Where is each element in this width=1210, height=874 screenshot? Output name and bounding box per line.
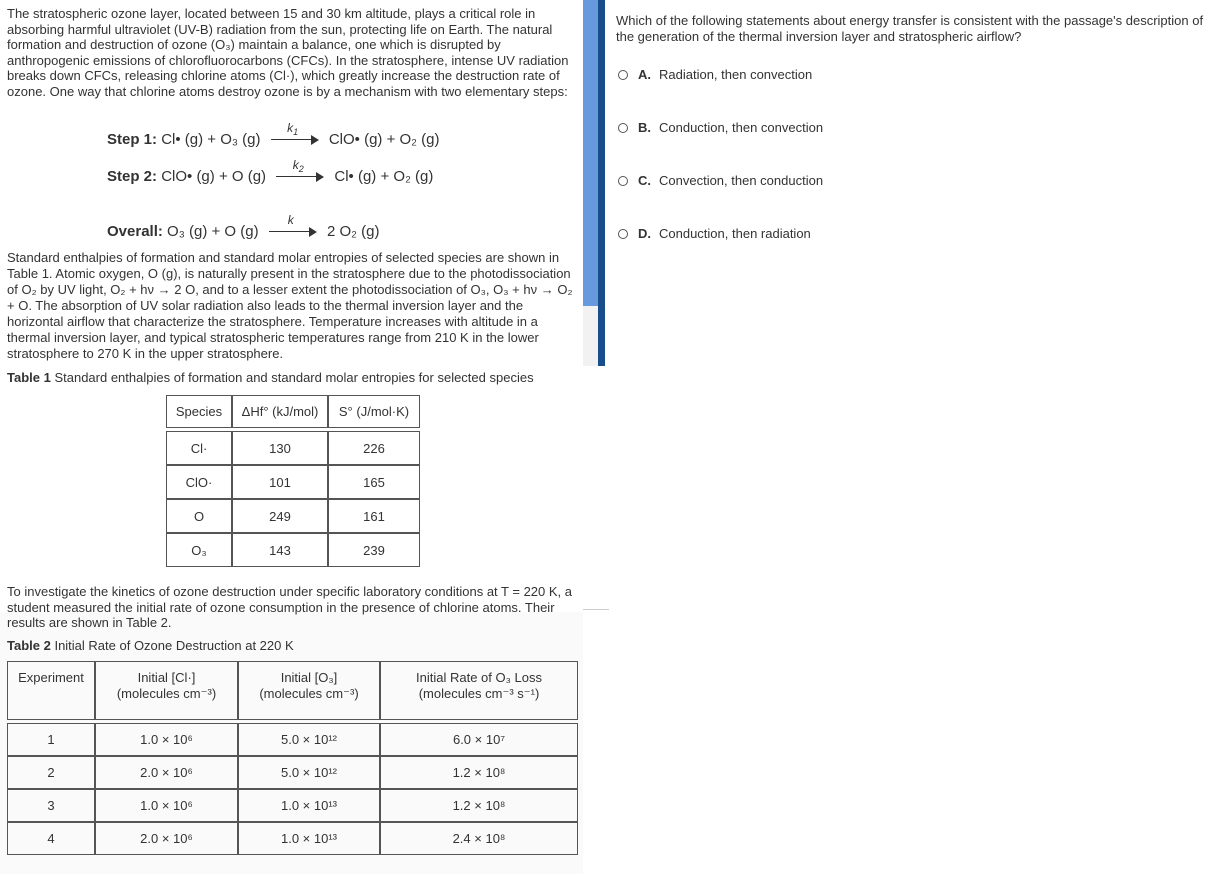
step1-label: Step 1: bbox=[107, 131, 158, 148]
question-stem: Which of the following statements about energy transfer is consistent with the passage's description of the generation of the thermal inversion layer and stratospheric airflow? bbox=[616, 13, 1204, 44]
para3-text: To investigate the kinetics of ozone destruction under specific laboratory conditions at T = 220 K, a student measured the initial rate of ozone consumption in the presence of chlorine atoms. Their results are shown in Table 2. bbox=[7, 584, 572, 630]
overall-products: 2 O₂ (g) bbox=[326, 223, 380, 240]
option-text: Radiation, then convection bbox=[659, 67, 813, 82]
table-cell: 130 bbox=[232, 431, 328, 465]
table-cell: 165 bbox=[328, 465, 420, 499]
table-cell: 2.0 × 10⁶ bbox=[95, 756, 238, 789]
table-cell: 101 bbox=[232, 465, 328, 499]
table-cell: 239 bbox=[328, 533, 420, 567]
option-letter: C. bbox=[638, 173, 651, 188]
reaction-arrow-icon bbox=[276, 158, 324, 182]
table-cell: 2.4 × 10⁸ bbox=[380, 822, 578, 855]
overall-equation bbox=[107, 213, 380, 240]
table-row bbox=[7, 789, 578, 822]
answer-option-d[interactable] bbox=[618, 226, 811, 241]
pane-divider[interactable] bbox=[598, 0, 605, 366]
option-letter: B. bbox=[638, 120, 651, 135]
table-cell: O₃ bbox=[166, 533, 232, 567]
table-cell: Cl· bbox=[166, 431, 232, 465]
table1-header-row bbox=[166, 395, 420, 428]
table2-header: Initial [O₃] (molecules cm⁻³) bbox=[238, 661, 380, 720]
radio-button-icon[interactable] bbox=[618, 70, 628, 80]
para2-text: Standard enthalpies of formation and standard molar entropies of selected species are shown in Table 1. Atomic oxygen, O (g), is naturally present in the stratosphere due to the photodissociation of O₂ by UV light, O₂ + hν → 2 O, and to a lesser extent the photodissociation of O₃, O₃ + hν → O₂ + O. The absorption of UV solar radiation also leads to the thermal inversion layer and the horizontal airflow that characterize the stratosphere. Temperature increases with altitude in a thermal inversion layer, and typical stratospheric temperatures range from 210 K in the lower stratosphere to 270 K in the upper stratosphere. bbox=[7, 250, 573, 361]
table-cell: 249 bbox=[232, 499, 328, 533]
answer-option-a[interactable] bbox=[618, 67, 812, 82]
table-cell: 1 bbox=[7, 723, 95, 756]
divider-line bbox=[583, 609, 609, 610]
table-row bbox=[166, 465, 420, 499]
table-cell: 161 bbox=[328, 499, 420, 533]
table-row bbox=[7, 723, 578, 756]
passage-para2 bbox=[7, 250, 577, 362]
table-cell: 2 bbox=[7, 756, 95, 789]
table1-header: S° (J/mol·K) bbox=[328, 395, 420, 428]
radio-button-icon[interactable] bbox=[618, 123, 628, 133]
step1-equation bbox=[107, 121, 440, 148]
passage-intro bbox=[7, 6, 577, 99]
table-cell: 5.0 × 10¹² bbox=[238, 756, 380, 789]
step2-products: Cl• (g) + O₂ (g) bbox=[334, 168, 434, 185]
table-row bbox=[7, 822, 578, 855]
answer-option-b[interactable] bbox=[618, 120, 823, 135]
table-cell: 2.0 × 10⁶ bbox=[95, 822, 238, 855]
table-cell: 5.0 × 10¹² bbox=[238, 723, 380, 756]
reaction-arrow-icon bbox=[269, 213, 317, 237]
table-cell: 226 bbox=[328, 431, 420, 465]
table1-caption: Table 1 Standard enthalpies of formation and standard molar entropies for selected species bbox=[7, 370, 534, 385]
step1-products: ClO• (g) + O₂ (g) bbox=[328, 131, 440, 148]
table-cell: 3 bbox=[7, 789, 95, 822]
option-letter: A. bbox=[638, 67, 651, 82]
option-letter: D. bbox=[638, 226, 651, 241]
option-text: Conduction, then radiation bbox=[659, 226, 811, 241]
table-cell: 1.0 × 10⁶ bbox=[95, 723, 238, 756]
table-row bbox=[7, 756, 578, 789]
reaction-arrow-icon bbox=[271, 121, 319, 145]
table2-header: Initial Rate of O₃ Loss (molecules cm⁻³ s⁻¹) bbox=[380, 661, 578, 720]
step1-reactants: Cl• (g) + O₃ (g) bbox=[161, 131, 261, 148]
table-cell: O bbox=[166, 499, 232, 533]
option-text: Convection, then conduction bbox=[659, 173, 824, 188]
k1-subscript: 1 bbox=[293, 127, 299, 138]
table1 bbox=[166, 395, 420, 567]
passage-pane bbox=[0, 0, 583, 874]
k2-subscript: 2 bbox=[298, 164, 304, 175]
table2-header: Experiment bbox=[7, 661, 95, 720]
table2-header-row bbox=[7, 661, 578, 720]
intro-text: The stratospheric ozone layer, located between 15 and 30 km altitude, plays a critical role in absorbing harmful ultraviolet (UV-B) radiation from the sun, protecting life on Earth. The natural formation and destruction of ozone (O₃) maintain a balance, one which is disrupted by anthropogenic emissions of chlorofluorocarbons (CFCs). In the stratosphere, intense UV radiation breaks down CFCs, releasing chlorine atoms (Cl·), which greatly increase the destruction rate of ozone. One way that chlorine atoms destroy ozone is by a mechanism with two elementary steps: bbox=[7, 6, 569, 99]
answer-option-c[interactable] bbox=[618, 173, 823, 188]
table-row bbox=[166, 431, 420, 465]
table-cell: 1.2 × 10⁸ bbox=[380, 756, 578, 789]
table-cell: 143 bbox=[232, 533, 328, 567]
rate-constant-k: k bbox=[287, 213, 294, 228]
passage-scrollbar-track[interactable] bbox=[583, 306, 598, 366]
rate-constant-k1: k bbox=[287, 121, 294, 136]
table2-caption: Table 2 Initial Rate of Ozone Destruction at 220 K bbox=[7, 638, 294, 653]
table-row bbox=[166, 499, 420, 533]
table-cell: 1.0 × 10⁶ bbox=[95, 789, 238, 822]
passage-para3 bbox=[7, 584, 577, 631]
overall-label: Overall: bbox=[107, 223, 163, 240]
option-text: Conduction, then convection bbox=[659, 120, 824, 135]
table-cell: 4 bbox=[7, 822, 95, 855]
passage-scrollbar-thumb[interactable] bbox=[583, 0, 598, 306]
table-row bbox=[166, 533, 420, 567]
overall-reactants: O₃ (g) + O (g) bbox=[167, 223, 259, 240]
table-cell: 6.0 × 10⁷ bbox=[380, 723, 578, 756]
radio-button-icon[interactable] bbox=[618, 229, 628, 239]
table1-header: Species bbox=[166, 395, 232, 428]
rate-constant-k2: k bbox=[292, 158, 299, 173]
table2 bbox=[7, 661, 578, 855]
step2-label: Step 2: bbox=[107, 168, 158, 185]
table-cell: 1.0 × 10¹³ bbox=[238, 789, 380, 822]
step2-equation bbox=[107, 158, 434, 185]
step2-reactants: ClO• (g) + O (g) bbox=[161, 168, 267, 185]
table2-header: Initial [Cl·] (molecules cm⁻³) bbox=[95, 661, 238, 720]
table-cell: ClO· bbox=[166, 465, 232, 499]
table1-header: ΔHf° (kJ/mol) bbox=[232, 395, 328, 428]
table-cell: 1.2 × 10⁸ bbox=[380, 789, 578, 822]
table-cell: 1.0 × 10¹³ bbox=[238, 822, 380, 855]
radio-button-icon[interactable] bbox=[618, 176, 628, 186]
